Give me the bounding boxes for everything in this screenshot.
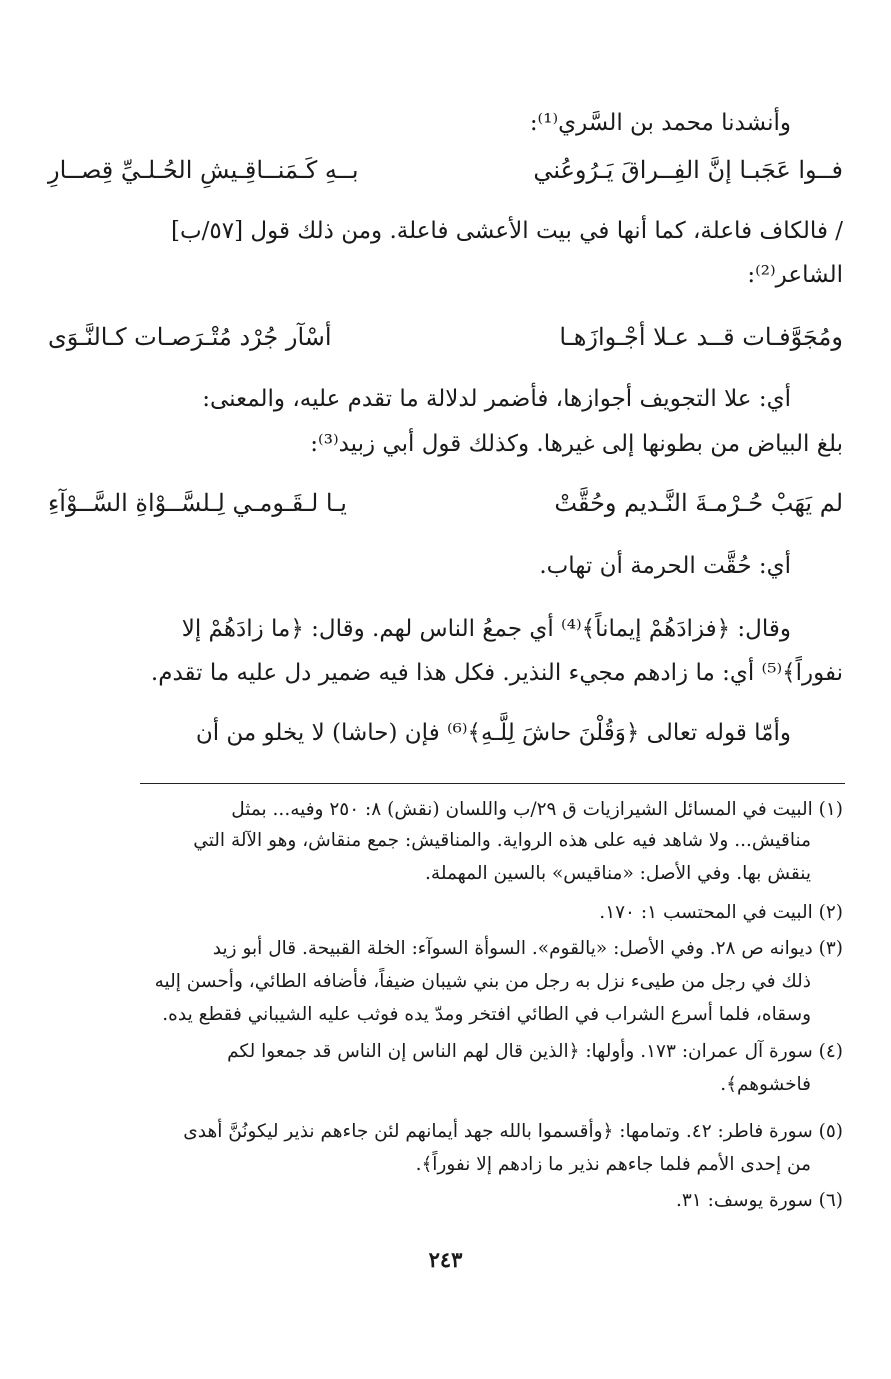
verse-2-first-hemistich: ومُجَوَّفـات قــد عـلا أجْـوازَهـا	[559, 323, 843, 351]
paragraph-1-line-1: / فالكاف فاعلة، كما أنها في بيت الأعشى فاعلة. ومن ذلك قول [٥٧/ب]	[170, 218, 843, 244]
footnote-3-line-1: (٣) ديوانه ص ٢٨. وفي الأصل: «يالقوم». السوأة السوآء: الخلة القبيحة. قال أبو زيد	[212, 938, 843, 959]
verse-1-second-hemistich: بــهِ كَـمَنــاقِـيشِ الحُـلـيِّ قِصــارِ	[48, 156, 359, 184]
footnote-1-line-2: مناقيش... ولا شاهد فيه على هذه الرواية. والمناقيش: جمع منقاش، وهو الآلة التي	[193, 830, 811, 851]
paragraph-2-line-1: أي: علا التجويف أجوازها، فأضمر لدلالة ما تقدم عليه، والمعنى:	[202, 386, 791, 412]
footnote-3-line-2: ذلك في رجل من طيىء نزل به رجل من بني شيبان ضيفاً، فأضافه الطائي، وأحسن إليه	[154, 971, 811, 992]
verse-3	[48, 484, 843, 522]
footnote-4-line-1: (٤) سورة آل عمران: ١٧٣. وأولها: ﴿الذين قال لهم الناس إن الناس قد جمعوا لكم	[227, 1041, 843, 1062]
footnote-1-line-1: (١) البيت في المسائل الشيرازيات ق ٢٩/ب واللسان (نقش) ٨: ٢٥٠ وفيه... بمثل	[231, 799, 843, 820]
verse-2-second-hemistich: أسْآر جُرْد مُتْـرَصـات كـالنَّـوَى	[48, 323, 332, 351]
footnote-5-line-1: (٥) سورة فاطر: ٤٢. وتمامها: ﴿وأقسموا بالله جهد أيمانهم لئن جاءهم نذير ليكونُنَّ أهدى	[183, 1121, 843, 1142]
footnote-2-line-1: (٢) البيت في المحتسب ١: ١٧٠.	[599, 902, 843, 923]
footnote-3-line-3: وسقاه، فلما أسرع الشراب في الطائي افتخر ومدّ يده فوثب عليه الشيباني فقطع يده.	[162, 1004, 811, 1025]
paragraph-1-line-2: الشاعر⁽²⁾:	[747, 262, 843, 288]
verse-1	[48, 151, 843, 189]
intro-line: وأنشدنا محمد بن السَّري⁽¹⁾:	[529, 110, 791, 136]
footnote-5-line-2: من إحدى الأمم فلما جاءهم نذير ما زادهم إلا نفوراً﴾.	[415, 1154, 811, 1175]
verse-3-second-hemistich: يـا لـقَـومـي لِـلسَّــوْاةِ السَّــوْآءِ	[48, 489, 347, 517]
paragraph-2-line-2: بلغ البياض من بطونها إلى غيرها. وكذلك قول أبي زبيد⁽³⁾:	[310, 431, 843, 457]
footnote-6-line-1: (٦) سورة يوسف: ٣١.	[675, 1190, 843, 1211]
footnote-1-line-3: ينقش بها. وفي الأصل: «مناقيس» بالسين المهملة.	[425, 863, 811, 884]
verse-1-first-hemistich: فــوا عَجَبـا إنَّ الفِــراقَ يَـرُوعُني	[533, 156, 843, 184]
footnote-separator	[140, 783, 845, 784]
paragraph-3-line-1: أي: حُقَّت الحرمة أن تهاب.	[539, 553, 791, 579]
paragraph-4-line-2: نفوراً﴾⁽⁵⁾ أي: ما زادهم مجيء النذير. فكل هذا فيه ضمير دل عليه ما تقدم.	[150, 660, 843, 686]
verse-2	[48, 318, 843, 356]
paragraph-4-line-1: وقال: ﴿فزادَهُمْ إيماناً﴾⁽⁴⁾ أي جمعُ الناس لهم. وقال: ﴿ما زادَهُمْ إلا	[181, 616, 791, 642]
page-number: ٢٤٣	[428, 1247, 463, 1272]
verse-3-first-hemistich: لم يَهَبْ حُـرْمـةَ النَّـديم وحُقَّتْ	[554, 489, 843, 517]
footnote-4-line-2: فاخشوهم﴾.	[720, 1074, 811, 1095]
paragraph-5-line-1: وأمّا قوله تعالى ﴿وَقُلْنَ حاشَ لِلَّـهِ﴾⁽⁶⁾ فإن (حاشا) لا يخلو من أن	[195, 720, 791, 746]
